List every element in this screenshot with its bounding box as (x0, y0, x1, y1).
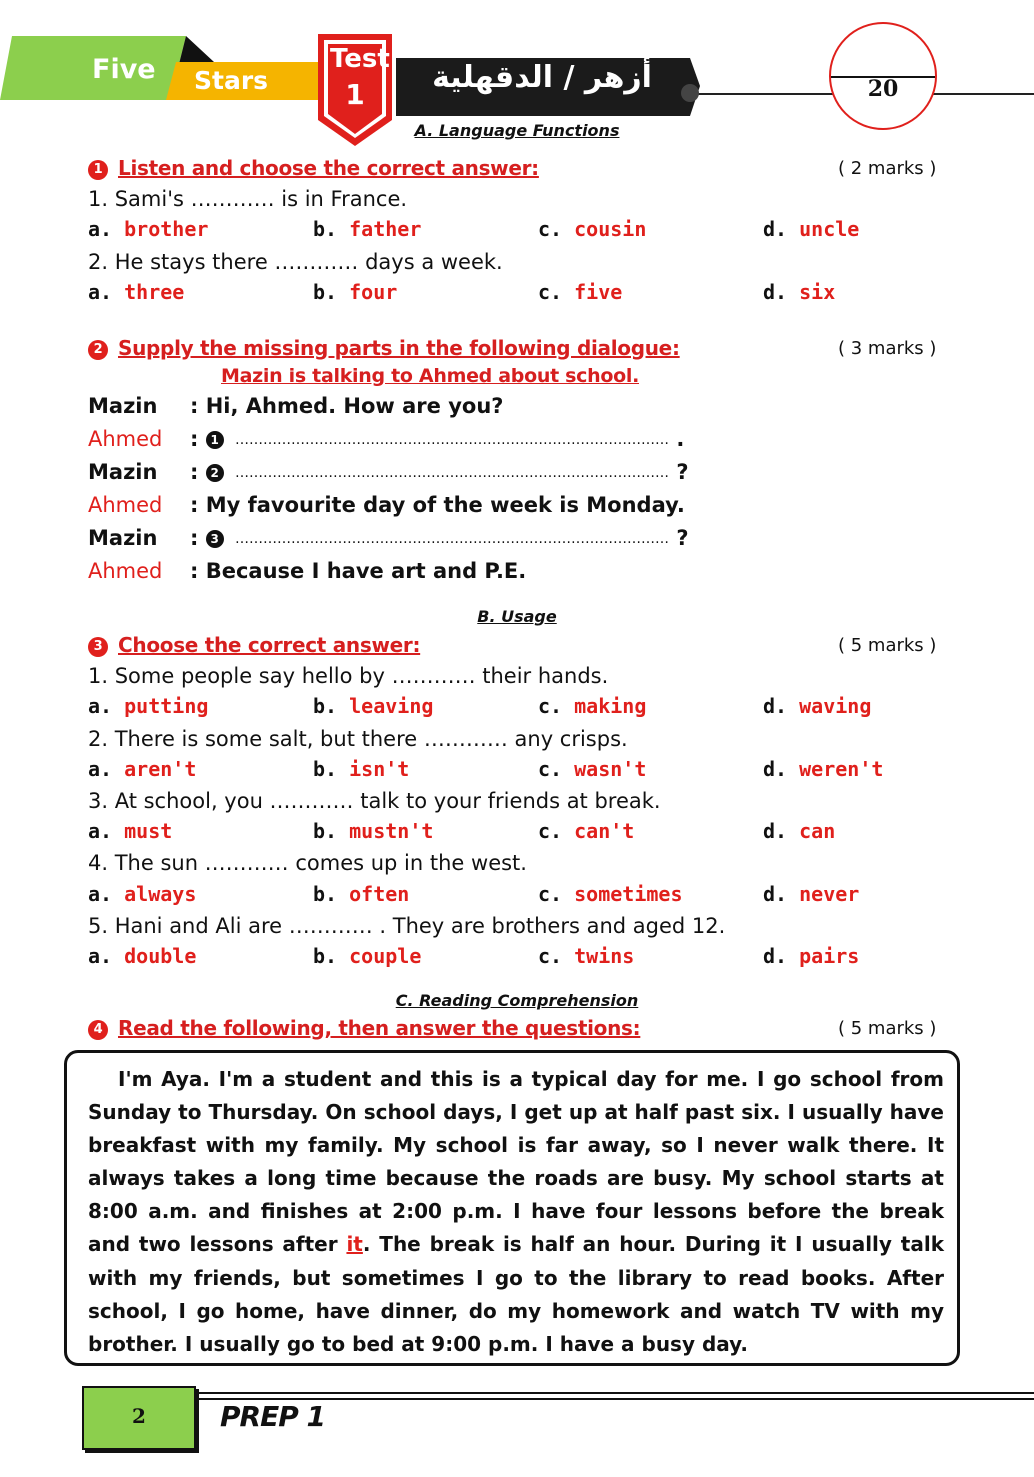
q3-item-1-option-d[interactable]: d. waving (763, 694, 872, 718)
test-number: 1 (345, 78, 365, 111)
q3-number-icon: 3 (88, 637, 108, 657)
q1-item-1-stem: 1. Sami's ………… is in France. (88, 187, 408, 211)
q3-item-5-option-b[interactable]: b. couple (313, 944, 422, 968)
q2-subtitle: Mazin is talking to Ahmed about school. (221, 365, 639, 387)
q3-item-2-option-b[interactable]: b. isn't (313, 757, 410, 781)
section-b-heading: B. Usage (477, 607, 557, 626)
q1-item-1-option-b[interactable]: b. father (313, 217, 422, 241)
dialogue-line-1: : Hi, Ahmed. How are you? (190, 394, 504, 418)
q3-item-2-stem: 2. There is some salt, but there ………… any crisps. (88, 727, 628, 751)
dialogue-blank-1[interactable]: : 1 ………………………………………………………………………………… . (190, 427, 685, 451)
passage-text-2: . The break is half an hour. During it I usually talk with my friends, but sometimes I go to the library to read books. After school, I go home, have dinner, do my homework and watch TV with my brother. I usually go to bed at 9:00 p.m. I have a busy day. (88, 1232, 944, 1356)
q1-item-2-option-d[interactable]: d. six (763, 280, 836, 304)
q3-title-text: Choose the correct answer: (118, 633, 421, 657)
test-label: Test (330, 44, 390, 74)
q3-item-5-stem: 5. Hani and Ali are ………… . They are brothers and aged 12. (88, 914, 726, 938)
dialogue-speaker: Ahmed (88, 493, 163, 517)
q4-title-text: Read the following, then answer the questions: (118, 1016, 641, 1040)
dialogue-blank-2[interactable]: : 2 ………………………………………………………………………………… ? (190, 460, 689, 484)
dialogue-speaker: Ahmed (88, 427, 163, 451)
score-circle (829, 22, 937, 130)
q2-marks: ( 3 marks ) (838, 338, 937, 359)
arabic-title: أزهر / الدقهلية (432, 60, 652, 95)
q1-item-1-option-d[interactable]: d. uncle (763, 217, 860, 241)
q4-number-icon: 4 (88, 1020, 108, 1040)
q1-item-2-option-a[interactable]: a. three (88, 280, 185, 304)
dialogue-line-6: : Because I have art and P.E. (190, 559, 527, 583)
q3-item-3-option-c[interactable]: c. can't (538, 819, 635, 843)
q3-item-5-option-a[interactable]: a. double (88, 944, 197, 968)
q1-title (88, 156, 539, 180)
reading-passage (88, 1063, 944, 1361)
q4-title (88, 1016, 640, 1040)
q1-title-text: Listen and choose the correct answer: (118, 156, 539, 180)
q3-item-1-stem: 1. Some people say hello by ………… their hands. (88, 664, 609, 688)
brand-left: Five (92, 54, 156, 85)
dialogue-speaker: Mazin (88, 460, 158, 484)
page-number-box (82, 1386, 196, 1450)
q3-item-1-option-a[interactable]: a. putting (88, 694, 209, 718)
page-number: 2 (132, 1404, 146, 1428)
q1-item-2-option-c[interactable]: c. five (538, 280, 623, 304)
q3-item-1-option-b[interactable]: b. leaving (313, 694, 434, 718)
section-c-heading: C. Reading Comprehension (395, 991, 639, 1010)
q1-item-1-option-a[interactable]: a. brother (88, 217, 209, 241)
q1-item-2-stem: 2. He stays there ………… days a week. (88, 250, 503, 274)
q3-item-5-option-c[interactable]: c. twins (538, 944, 635, 968)
q1-item-2-option-b[interactable]: b. four (313, 280, 398, 304)
dialogue-speaker: Mazin (88, 526, 158, 550)
q3-item-4-option-a[interactable]: a. always (88, 882, 197, 906)
blank-3-marker: 3 (206, 530, 224, 548)
dialogue-speaker: Mazin (88, 394, 158, 418)
blank-2-marker: 2 (206, 464, 224, 482)
q3-item-3-stem: 3. At school, you ………… talk to your friends at break. (88, 789, 661, 813)
section-a-heading: A. Language Functions (414, 121, 620, 140)
q3-marks: ( 5 marks ) (838, 635, 937, 656)
q3-title (88, 633, 420, 657)
q3-item-3-option-d[interactable]: d. can (763, 819, 836, 843)
q2-title (88, 336, 680, 360)
q3-item-4-stem: 4. The sun ………… comes up in the west. (88, 851, 527, 875)
dialogue-blank-3[interactable]: : 3 ………………………………………………………………………………… ? (190, 526, 689, 550)
dialogue-line-4: : My favourite day of the week is Monday. (190, 493, 685, 517)
brand-right: Stars (194, 66, 269, 95)
q3-item-2-option-d[interactable]: d. weren't (763, 757, 884, 781)
passage-highlight: it (346, 1232, 363, 1257)
q2-title-text: Supply the missing parts in the following dialogue: (118, 336, 680, 360)
q1-item-1-option-c[interactable]: c. cousin (538, 217, 647, 241)
level-label: PREP 1 (220, 1400, 325, 1433)
score-total: 20 (867, 76, 899, 102)
q3-item-2-option-c[interactable]: c. wasn't (538, 757, 647, 781)
q3-item-4-option-d[interactable]: d. never (763, 882, 860, 906)
q3-item-1-option-c[interactable]: c. making (538, 694, 647, 718)
q4-marks: ( 5 marks ) (838, 1018, 937, 1039)
blank-1-marker: 1 (206, 431, 224, 449)
q3-item-3-option-b[interactable]: b. mustn't (313, 819, 434, 843)
dialogue-speaker: Ahmed (88, 559, 163, 583)
q3-item-3-option-a[interactable]: a. must (88, 819, 173, 843)
q3-item-2-option-a[interactable]: a. aren't (88, 757, 197, 781)
q1-number-icon: 1 (88, 160, 108, 180)
q3-item-5-option-d[interactable]: d. pairs (763, 944, 860, 968)
q1-marks: ( 2 marks ) (838, 158, 937, 179)
q2-number-icon: 2 (88, 340, 108, 360)
q3-item-4-option-b[interactable]: b. often (313, 882, 410, 906)
q3-item-4-option-c[interactable]: c. sometimes (538, 882, 683, 906)
passage-text-1: I'm Aya. I'm a student and this is a typical day for me. I go school from Sunday to Thursday. On school days, I get up at half past six. I usually have breakfast with my family. My school is far away, so I never walk there. It always takes a long time because the roads are busy. My school starts at 8:00 a.m. and finishes at 2:00 p.m. I have four lessons before the break and two lessons after (88, 1067, 944, 1257)
